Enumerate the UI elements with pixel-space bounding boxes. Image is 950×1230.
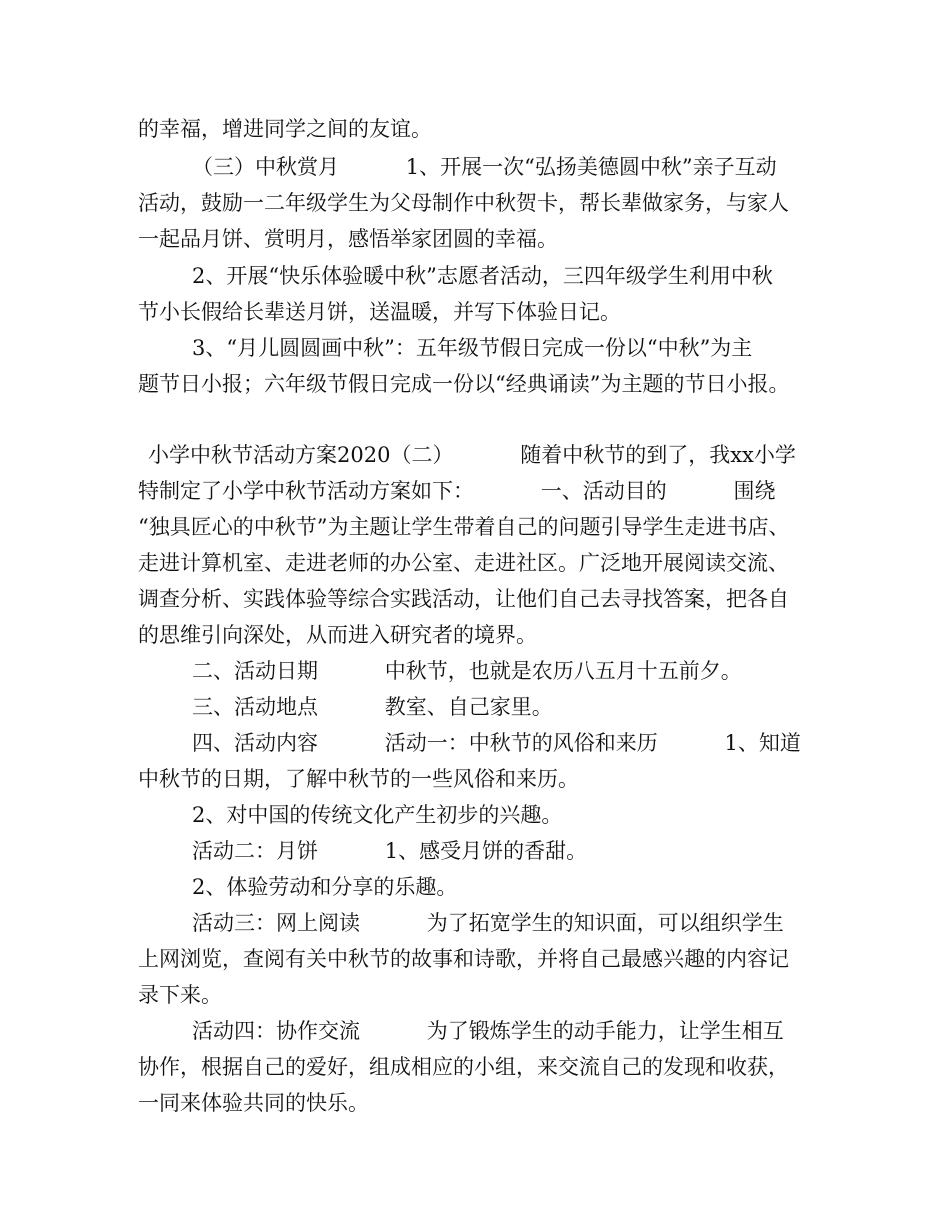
- text-line: 三、活动地点 教室、自己家里。: [192, 695, 553, 719]
- text-line: “独具匠心的中秋节”为主题让学生带着自己的问题引导学生走进书店、: [138, 515, 790, 539]
- text-line: 2、体验劳动和分享的乐趣。: [192, 875, 458, 899]
- text-line: 调查分析、实践体验等综合实践活动，让他们自己去寻找答案，把各自: [138, 587, 789, 611]
- section-heading-line: 小学中秋节活动方案2020（二） 随着中秋节的到了，我xx小学: [148, 443, 796, 467]
- text-line: 走进计算机室、走进老师的办公室、走进社区。广泛地开展阅读交流、: [138, 551, 789, 575]
- text-line: 节小长假给长辈送月饼，送温暖，并写下体验日记。: [138, 300, 621, 324]
- text-line: 题节日小报；六年级节假日完成一份以“经典诵读”为主题的节日小报。: [138, 372, 790, 396]
- text-line: 活动，鼓励一二年级学生为父母制作中秋贺卡，帮长辈做家务，与家人: [138, 191, 789, 215]
- text-line: 录下来。: [138, 983, 222, 1007]
- text-line: 中秋节的日期，了解中秋节的一些风俗和来历。: [138, 767, 579, 791]
- text-line: 上网浏览，查阅有关中秋节的故事和诗歌，并将自己最感兴趣的内容记: [138, 947, 789, 971]
- text-line: （三）中秋赏月 1、开展一次“弘扬美德圆中秋”亲子互动: [192, 155, 777, 179]
- text-line: 活动二：月饼 1、感受月饼的香甜。: [192, 839, 588, 863]
- text-line: 四、活动内容 活动一：中秋节的风俗和来历 1、知道: [192, 731, 801, 755]
- text-line: 协作，根据自己的爱好，组成相应的小组，来交流自己的发现和收获，: [138, 1055, 789, 1079]
- text-line: 特制定了小学中秋节活动方案如下： 一、活动目的 围绕: [138, 479, 776, 503]
- text-line: 2、开展“快乐体验暖中秋”志愿者活动，三四年级学生利用中秋: [192, 264, 773, 288]
- text-line: 活动四：协作交流 为了锻炼学生的动手能力，让学生相互: [192, 1019, 784, 1043]
- text-line: 一起品月饼、赏明月，感悟举家团圆的幸福。: [138, 227, 558, 251]
- text-line: 3、“月儿圆圆画中秋”：五年级节假日完成一份以“中秋”为主: [192, 336, 753, 360]
- text-line: 的幸福，增进同学之间的友谊。: [138, 117, 432, 141]
- text-line: 的思维引向深处，从而进入研究者的境界。: [138, 623, 537, 647]
- text-line: 一同来体验共同的快乐。: [138, 1091, 369, 1115]
- text-line: 2、对中国的传统文化产生初步的兴趣。: [192, 803, 563, 827]
- text-line: 二、活动日期 中秋节，也就是农历八五月十五前夕。: [192, 659, 742, 683]
- text-line: 活动三：网上阅读 为了拓宽学生的知识面，可以组织学生: [192, 911, 784, 935]
